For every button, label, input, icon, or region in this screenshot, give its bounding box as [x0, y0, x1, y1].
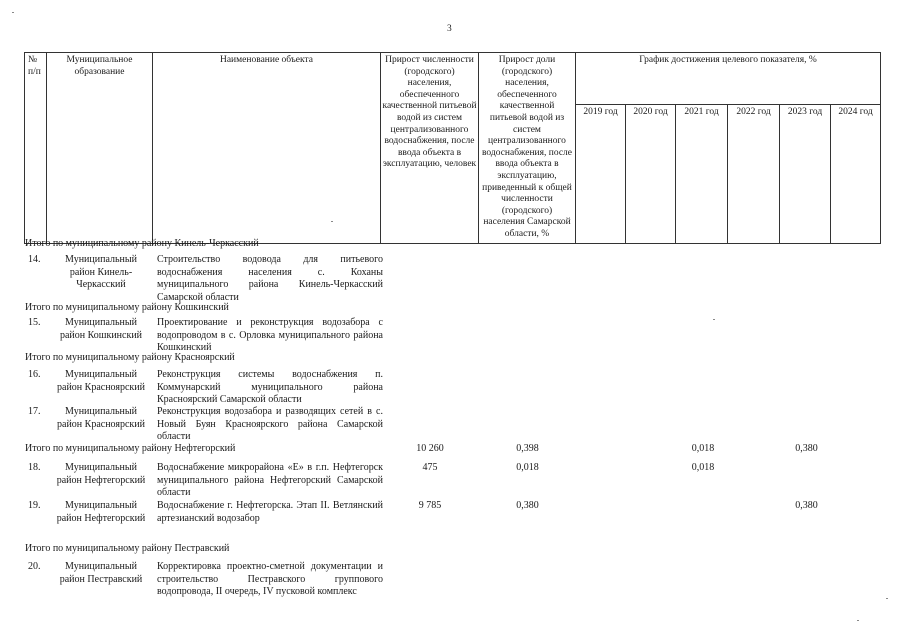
- page-number: 3: [447, 24, 452, 34]
- header-year-2022: 2022 год: [728, 104, 780, 243]
- row-number-17: 17.: [28, 406, 41, 417]
- total-neftegorsk-share: 0,398: [516, 443, 539, 454]
- row-object-14: Строительство водовода для питьевого водоснабжения населения с. Коханы муниципального района Кинель-Черкасский Самарской области: [157, 254, 383, 303]
- scan-speck: [12, 12, 14, 13]
- row-municipality-17: Муниципальный район Красноярский: [57, 406, 145, 430]
- row-object-17: Реконструкция водозабора и разводящих сетей в с. Новый Буян Красноярского района Самарской области: [157, 406, 383, 442]
- row-object-20: Корректировка проектно-сметной документации и строительство Пестравского группового водопровода, II очередь, IV пусковой комплекс: [157, 561, 383, 597]
- header-col-schedule: График достижения целевого показателя, %: [576, 53, 881, 105]
- scan-speck: [886, 598, 888, 599]
- total-neftegorsk-2023: 0,380: [795, 443, 818, 454]
- header-col-municipality: Муниципальное образование: [47, 53, 153, 244]
- header-year-2019: 2019 год: [576, 104, 626, 243]
- row-19-population: 9 785: [418, 500, 442, 511]
- row-19-2023: 0,380: [795, 500, 818, 511]
- header-col-object: Наименование объекта: [153, 53, 381, 244]
- row-municipality-19: Муниципальный район Нефтегорский: [56, 500, 146, 524]
- total-row-pestravka: Итого по муниципальному району Пестравский: [25, 543, 230, 554]
- row-object-16: Реконструкция системы водоснабжения п. Коммунарский муниципального района Красноярский Самарской области: [157, 369, 383, 405]
- total-row-krasnoyar: Итого по муниципальному району Красноярский: [25, 352, 235, 363]
- row-18-2021: 0,018: [691, 462, 715, 473]
- header-col-number: № п/п: [25, 53, 47, 244]
- row-municipality-16: Муниципальный район Красноярский: [57, 369, 145, 393]
- total-row-kinel: Итого по муниципальному району Кинель-Черкасский: [25, 238, 259, 249]
- total-row-neftegorsk: Итого по муниципальному району Нефтегорский: [25, 443, 236, 454]
- scan-speck: [857, 620, 859, 621]
- row-19-share: 0,380: [516, 500, 539, 511]
- row-municipality-20: Муниципальный район Пестравский: [59, 561, 143, 585]
- header-table: [24, 52, 881, 244]
- row-18-share: 0,018: [516, 462, 539, 473]
- header-year-2020: 2020 год: [626, 104, 676, 243]
- row-number-14: 14.: [28, 254, 41, 265]
- scan-speck: [713, 319, 715, 320]
- row-object-18: Водоснабжение микрорайона «Е» в г.п. Нефтегорск муниципального района Нефтегорский Самарской области: [157, 462, 383, 498]
- row-municipality-18: Муниципальный район Нефтегорский: [56, 462, 146, 486]
- row-18-population: 475: [422, 462, 438, 473]
- row-number-19: 19.: [28, 500, 41, 511]
- row-number-15: 15.: [28, 317, 41, 328]
- total-row-koshki: Итого по муниципальному району Кошкинский: [25, 302, 229, 313]
- row-object-15: Проектирование и реконструкция водозабора с водопроводом в с. Орловка муниципального района Кошкинский: [157, 317, 383, 353]
- header-col-population: Прирост численности (городского) населения, обеспеченного качественной питьевой водой из систем централизованного водоснабжения, после ввода объекта в эксплуатацию, человек: [381, 53, 479, 244]
- row-municipality-15: Муниципальный район Кошкинский: [59, 317, 143, 341]
- header-year-2021: 2021 год: [676, 104, 728, 243]
- total-neftegorsk-2021: 0,018: [691, 443, 715, 454]
- row-object-19: Водоснабжение г. Нефтегорска. Этап II. Ветлянский артезианский водозабор: [157, 500, 383, 524]
- row-number-18: 18.: [28, 462, 41, 473]
- scan-speck: [331, 221, 333, 222]
- total-neftegorsk-population: 10 260: [416, 443, 444, 454]
- row-number-20: 20.: [28, 561, 41, 572]
- row-number-16: 16.: [28, 369, 41, 380]
- header-year-2023: 2023 год: [780, 104, 831, 243]
- header-col-share: Прирост доли (городского) населения, обеспеченного качественной питьевой водой из систем централизованного водоснабжения, после ввода объекта в эксплуатацию, приведенный к общей численности (городского) населения Самарской области, %: [479, 53, 576, 244]
- header-year-2024: 2024 год: [831, 104, 881, 243]
- row-municipality-14: Муниципальный район Кинель- Черкасский: [65, 254, 137, 290]
